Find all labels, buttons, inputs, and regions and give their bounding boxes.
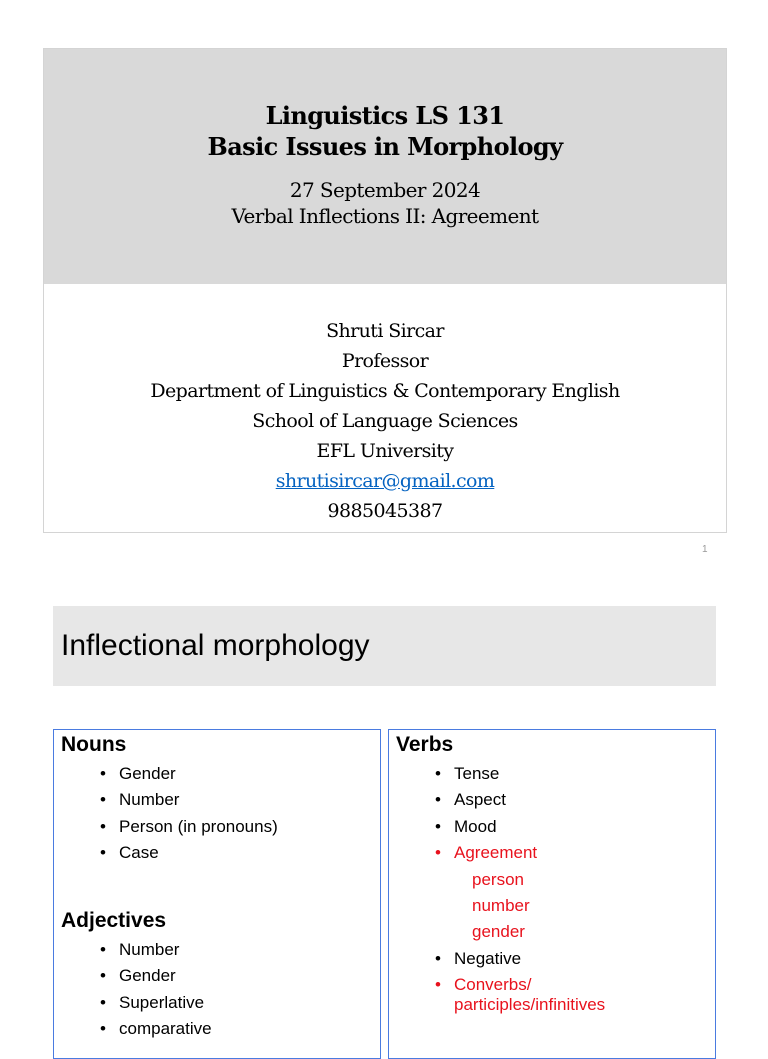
verbs-heading: Verbs: [396, 733, 454, 756]
presenter-info: [44, 316, 726, 526]
course-subtitle: Basic Issues in Morphology: [207, 132, 563, 161]
title-slide: [43, 48, 727, 533]
list-item: • Gender: [100, 764, 176, 783]
slide-title: Inflectional morphology: [61, 629, 370, 662]
presenter-name: Shruti Sircar: [326, 320, 444, 342]
list-item-negative: • Negative: [435, 948, 522, 968]
sub-item-gender: gender: [472, 922, 525, 942]
verbs-list: [435, 761, 605, 1015]
list-item: • Superlative: [100, 992, 205, 1012]
slide-title-bar: [53, 606, 716, 686]
list-item: • comparative: [100, 1019, 212, 1039]
sub-item-number: number: [472, 896, 530, 916]
list-item-converbs: • Converbs/ participles/infinitives: [435, 975, 606, 1015]
presenter-department: Department of Linguistics & Contemporary English: [150, 380, 620, 402]
presenter-position: Professor: [341, 350, 429, 372]
sub-item-person: person: [472, 869, 524, 889]
email-link[interactable]: shrutisircar@gmail.com: [275, 470, 495, 492]
list-item-agreement: • Agreement: [435, 843, 538, 863]
list-item: • Aspect: [435, 790, 506, 810]
list-item: • Case: [100, 843, 159, 863]
verbs-box: [388, 729, 716, 1059]
adjectives-list: [100, 937, 212, 1043]
presenter-phone: 9885045387: [327, 500, 443, 522]
lecture-topic: Verbal Inflections II: Agreement: [231, 204, 539, 228]
nouns-adjectives-box: [53, 729, 381, 1059]
list-item: • Mood: [435, 816, 497, 836]
title-slide-header: [44, 49, 726, 284]
presenter-school: School of Language Sciences: [252, 410, 518, 432]
list-item: • Number: [100, 940, 180, 959]
lecture-date: 27 September 2024: [289, 178, 481, 202]
list-item: • Gender: [100, 966, 176, 986]
nouns-heading: Nouns: [61, 733, 127, 756]
adjectives-heading: Adjectives: [61, 909, 167, 932]
course-title: Linguistics LS 131: [265, 101, 505, 130]
nouns-list: [100, 761, 278, 867]
list-item: • Tense: [435, 764, 500, 783]
presenter-university: EFL University: [316, 440, 454, 462]
list-item: • Person (in pronouns): [100, 816, 278, 836]
page-number: 1: [702, 544, 708, 555]
list-item: • Number: [100, 790, 180, 810]
